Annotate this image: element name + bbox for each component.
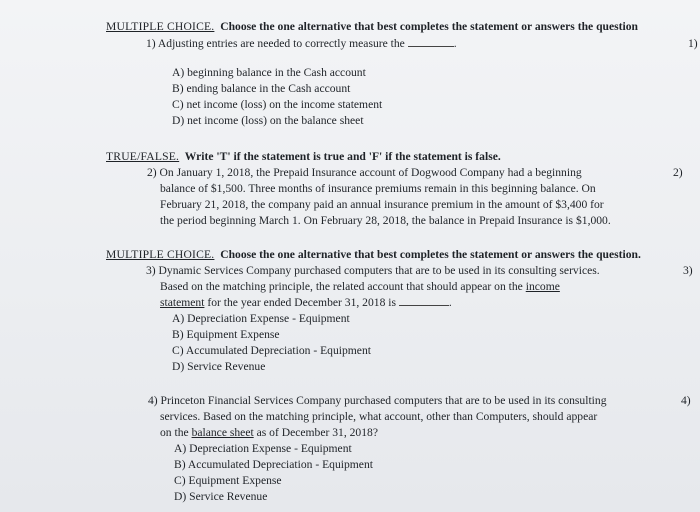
q3-option-b: B) Equipment Expense bbox=[172, 328, 280, 341]
question-1-stem-text: 1) Adjusting entries are needed to correctly measure the bbox=[146, 37, 405, 50]
q3-underlined-income: income bbox=[525, 280, 560, 293]
question-1-stem bbox=[146, 37, 457, 51]
question-2-line-2: balance of $1,500. Three months of insurance premiums remain in this beginning balance. On bbox=[160, 182, 596, 195]
stem-period: . bbox=[453, 37, 457, 50]
q3-underlined-statement: statement bbox=[160, 296, 205, 309]
answer-blank-1 bbox=[408, 46, 454, 47]
question-4-line-1: 4) Princeton Financial Services Company purchased computers that are to be used in its consulting bbox=[148, 394, 607, 407]
question-4-number: 4) bbox=[681, 394, 691, 407]
section-2-tag: TRUE/FALSE. bbox=[106, 150, 180, 163]
q4-line-3-suffix: as of December 31, 2018? bbox=[256, 426, 378, 439]
q3-option-a: A) Depreciation Expense - Equipment bbox=[172, 312, 350, 325]
question-4-line-3 bbox=[160, 426, 378, 440]
section-1-tag: MULTIPLE CHOICE. bbox=[106, 20, 215, 33]
section-3-header bbox=[106, 248, 641, 262]
q4-underlined-balance-sheet: balance sheet bbox=[191, 426, 254, 439]
section-2-header bbox=[106, 150, 501, 164]
question-2-number: 2) bbox=[673, 166, 683, 179]
section-3-tag: MULTIPLE CHOICE. bbox=[106, 248, 215, 261]
section-1-instruction: Choose the one alternative that best completes the statement or answers the question bbox=[220, 20, 638, 33]
q3-line-3-text: for the year ended December 31, 2018 is bbox=[207, 296, 396, 309]
question-3-line-3 bbox=[160, 296, 452, 310]
question-3-line-2 bbox=[160, 280, 560, 294]
section-3-instruction: Choose the one alternative that best completes the statement or answers the question. bbox=[220, 248, 641, 261]
section-2-instruction: Write 'T' if the statement is true and 'F' if the statement is false. bbox=[184, 150, 501, 163]
answer-blank-3 bbox=[399, 305, 449, 306]
q1-option-d: D) net income (loss) on the balance sheet bbox=[172, 114, 364, 127]
question-2-line-3: February 21, 2018, the company paid an annual insurance premium in the amount of $3,400 for bbox=[160, 198, 604, 211]
q3-option-d: D) Service Revenue bbox=[172, 360, 266, 373]
q4-option-c: C) Equipment Expense bbox=[174, 474, 282, 487]
question-3-number: 3) bbox=[683, 264, 693, 277]
q1-option-b: B) ending balance in the Cash account bbox=[172, 82, 351, 95]
q3-option-c: C) Accumulated Depreciation - Equipment bbox=[172, 344, 371, 357]
section-1-header bbox=[106, 20, 638, 34]
question-4-line-2: services. Based on the matching principle, what account, other than Computers, should appear bbox=[160, 410, 598, 423]
question-3-line-1: 3) Dynamic Services Company purchased computers that are to be used in its consulting services. bbox=[146, 264, 600, 277]
q4-option-d: D) Service Revenue bbox=[174, 490, 268, 503]
q1-option-c: C) net income (loss) on the income statement bbox=[172, 98, 383, 111]
question-2-line-1: 2) On January 1, 2018, the Prepaid Insurance account of Dogwood Company had a beginning bbox=[147, 166, 582, 179]
q4-option-b: B) Accumulated Depreciation - Equipment bbox=[174, 458, 373, 471]
q3-period: . bbox=[448, 296, 452, 309]
q3-line-2-text: Based on the matching principle, the related account that should appear on the bbox=[160, 280, 523, 293]
q4-line-3-prefix: on the bbox=[160, 426, 189, 439]
question-1-number: 1) bbox=[688, 37, 698, 50]
q1-option-a: A) beginning balance in the Cash account bbox=[172, 66, 366, 79]
q4-option-a: A) Depreciation Expense - Equipment bbox=[174, 442, 352, 455]
question-2-line-4: the period beginning March 1. On February 28, 2018, the balance in Prepaid Insurance is $1,000. bbox=[160, 214, 611, 227]
